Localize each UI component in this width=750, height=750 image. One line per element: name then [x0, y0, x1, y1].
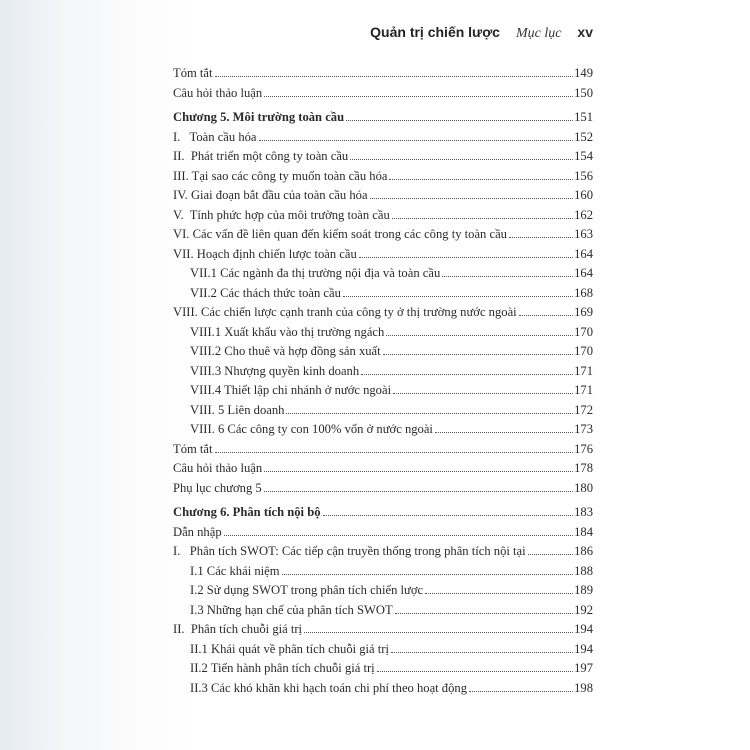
toc-entry [173, 284, 593, 304]
toc-entry [173, 459, 593, 479]
toc-entry-title: I. Phân tích SWOT: Các tiếp cận truyền thống trong phân tích nội tại [173, 544, 526, 558]
toc-entry-page: 197 [574, 661, 593, 675]
toc-entry [173, 523, 593, 543]
dot-leader [389, 179, 573, 180]
toc-entry-page: 160 [574, 188, 593, 202]
toc-entry-page: 151 [574, 110, 593, 124]
dot-leader [359, 257, 573, 258]
dot-leader [509, 237, 573, 238]
toc-entry-page: 164 [574, 266, 593, 280]
toc-entry-title: VII.1 Các ngành đa thị trường nội địa và toàn cầu [190, 266, 441, 280]
toc-entry-page: 171 [574, 363, 593, 378]
dot-leader [282, 574, 574, 575]
toc-entry [173, 303, 593, 323]
toc-entry [173, 601, 593, 621]
toc-entry [173, 245, 593, 265]
toc-entry-title: VIII.2 Cho thuê và hợp đồng sản xuất [190, 344, 381, 358]
toc-entry [173, 581, 593, 601]
toc-entry-title: I.2 Sử dụng SWOT trong phân tích chiến lược [190, 583, 424, 597]
toc-entry-page: 170 [574, 344, 593, 358]
toc-entry-page: 171 [574, 383, 593, 397]
toc-entry [173, 381, 593, 401]
toc-entry-title: Tóm tắt [173, 66, 213, 80]
toc-entry-page: 198 [574, 680, 593, 695]
toc-entry [173, 167, 593, 187]
toc-entry [173, 562, 593, 582]
table-of-contents [173, 64, 593, 698]
toc-entry-title: I.1 Các khái niệm [190, 563, 280, 578]
toc-entry [173, 401, 593, 421]
dot-leader [392, 218, 573, 219]
dot-leader [224, 535, 573, 536]
toc-entry [173, 64, 593, 84]
toc-entry-title: Tóm tắt [173, 441, 213, 456]
toc-entry-title: VI. Các vấn đề liên quan đến kiểm soát trong các công ty toàn cầu [173, 227, 507, 241]
toc-entry [173, 620, 593, 640]
toc-entry-title: VIII.4 Thiết lập chi nhánh ở nước ngoài [190, 383, 392, 397]
toc-entry-page: 178 [574, 461, 593, 475]
toc-entry-page: 152 [574, 129, 593, 144]
toc-entry [173, 342, 593, 362]
dot-leader [264, 491, 573, 492]
toc-entry-page: 180 [574, 480, 593, 495]
toc-entry-page: 183 [574, 505, 593, 519]
toc-entry-title: VIII.3 Nhượng quyền kinh doanh [190, 363, 360, 378]
dot-leader [442, 276, 573, 277]
toc-entry [173, 659, 593, 679]
dot-leader [469, 691, 573, 692]
dot-leader [304, 632, 573, 633]
dot-leader [391, 652, 573, 653]
toc-entry-title: Câu hỏi thảo luận [173, 461, 263, 475]
toc-entry-title: I.3 Những hạn chế của phân tích SWOT [190, 602, 393, 617]
dot-leader [286, 413, 573, 414]
page-number: xv [577, 24, 593, 40]
toc-entry-page: 186 [574, 544, 593, 558]
dot-leader [425, 593, 573, 594]
toc-entry-page: 162 [574, 207, 593, 222]
toc-chapter-entry [173, 108, 593, 128]
toc-entry [173, 264, 593, 284]
dot-leader [346, 120, 573, 121]
toc-entry-title: II.3 Các khó khăn khi hạch toán chi phí theo hoạt động [190, 680, 467, 695]
toc-entry-page: 156 [574, 168, 593, 183]
toc-entry-page: 189 [574, 583, 593, 597]
section-title: Mục lục [515, 26, 562, 41]
toc-entry-page: 170 [574, 324, 593, 339]
toc-entry-title: VIII. 5 Liên doanh [190, 402, 285, 417]
toc-entry-title: II.2 Tiến hành phân tích chuỗi giá trị [190, 661, 375, 675]
toc-entry-title: VIII.1 Xuất khẩu vào thị trường ngách [190, 324, 385, 339]
toc-entry-title: VIII. Các chiến lược cạnh tranh của công ty ở thị trường nước ngoài [173, 305, 517, 319]
toc-entry-page: 176 [574, 441, 593, 456]
toc-chapter-entry [173, 503, 593, 523]
toc-entry-title: II.1 Khái quát về phân tích chuỗi giá trị [190, 641, 389, 656]
dot-leader [264, 96, 573, 97]
toc-entry-page: 149 [574, 66, 593, 80]
toc-entry [173, 323, 593, 343]
toc-entry [173, 640, 593, 660]
toc-entry [173, 84, 593, 104]
book-title: Quản trị chiến lược [370, 24, 500, 40]
toc-entry [173, 679, 593, 699]
toc-entry-page: 172 [574, 402, 593, 417]
dot-leader [519, 315, 573, 316]
toc-entry-page: 173 [574, 422, 593, 436]
dot-leader [259, 140, 574, 141]
toc-entry-title: V. Tính phức hợp của môi trường toàn cầu [173, 207, 390, 222]
dot-leader [383, 354, 573, 355]
toc-entry-page: 184 [574, 524, 593, 539]
dot-leader [528, 554, 573, 555]
toc-entry [173, 420, 593, 440]
toc-entry-page: 164 [574, 246, 593, 261]
dot-leader [361, 374, 573, 375]
dot-leader [323, 515, 574, 516]
toc-entry-title: Chương 5. Môi trường toàn cầu [173, 110, 345, 124]
toc-entry-title: Chương 6. Phân tích nội bộ [173, 505, 321, 519]
toc-entry-page: 150 [574, 85, 593, 100]
toc-entry [173, 186, 593, 206]
toc-entry-title: VII.2 Các thách thức toàn cầu [190, 285, 341, 300]
dot-leader [264, 471, 573, 472]
dot-leader [343, 296, 573, 297]
toc-entry-title: III. Tại sao các công ty muốn toàn cầu hóa [173, 168, 388, 183]
dot-leader [370, 198, 574, 199]
toc-entry-title: Câu hỏi thảo luận [173, 85, 263, 100]
running-header [370, 24, 593, 42]
toc-entry-page: 168 [574, 285, 593, 300]
dot-leader [435, 432, 573, 433]
dot-leader [215, 76, 574, 77]
toc-entry-page: 188 [574, 563, 593, 578]
toc-entry [173, 542, 593, 562]
toc-entry-title: VIII. 6 Các công ty con 100% vốn ở nước ngoài [190, 422, 433, 436]
toc-entry-page: 163 [574, 227, 593, 241]
toc-entry [173, 362, 593, 382]
toc-entry [173, 225, 593, 245]
dot-leader [215, 452, 574, 453]
toc-entry-title: II. Phân tích chuỗi giá trị [173, 622, 303, 636]
toc-entry-title: I. Toàn cầu hóa [173, 129, 257, 144]
toc-entry-page: 154 [574, 149, 593, 163]
toc-entry [173, 206, 593, 226]
toc-entry-page: 194 [574, 641, 593, 656]
toc-entry-page: 192 [574, 602, 593, 617]
toc-entry-title: IV. Giai đoạn bắt đầu của toàn cầu hóa [173, 188, 368, 202]
toc-entry-title: VII. Hoạch định chiến lược toàn cầu [173, 246, 357, 261]
toc-entry [173, 147, 593, 167]
toc-entry-page: 194 [574, 622, 593, 636]
dot-leader [395, 613, 573, 614]
toc-entry-title: II. Phát triển một công ty toàn cầu [173, 149, 349, 163]
dot-leader [386, 335, 573, 336]
toc-entry-title: Phụ lục chương 5 [173, 480, 262, 495]
dot-leader [350, 159, 573, 160]
dot-leader [377, 671, 573, 672]
dot-leader [393, 393, 573, 394]
toc-entry-page: 169 [574, 305, 593, 319]
toc-entry [173, 479, 593, 499]
toc-entry [173, 128, 593, 148]
toc-entry [173, 440, 593, 460]
toc-entry-title: Dẫn nhập [173, 524, 222, 539]
